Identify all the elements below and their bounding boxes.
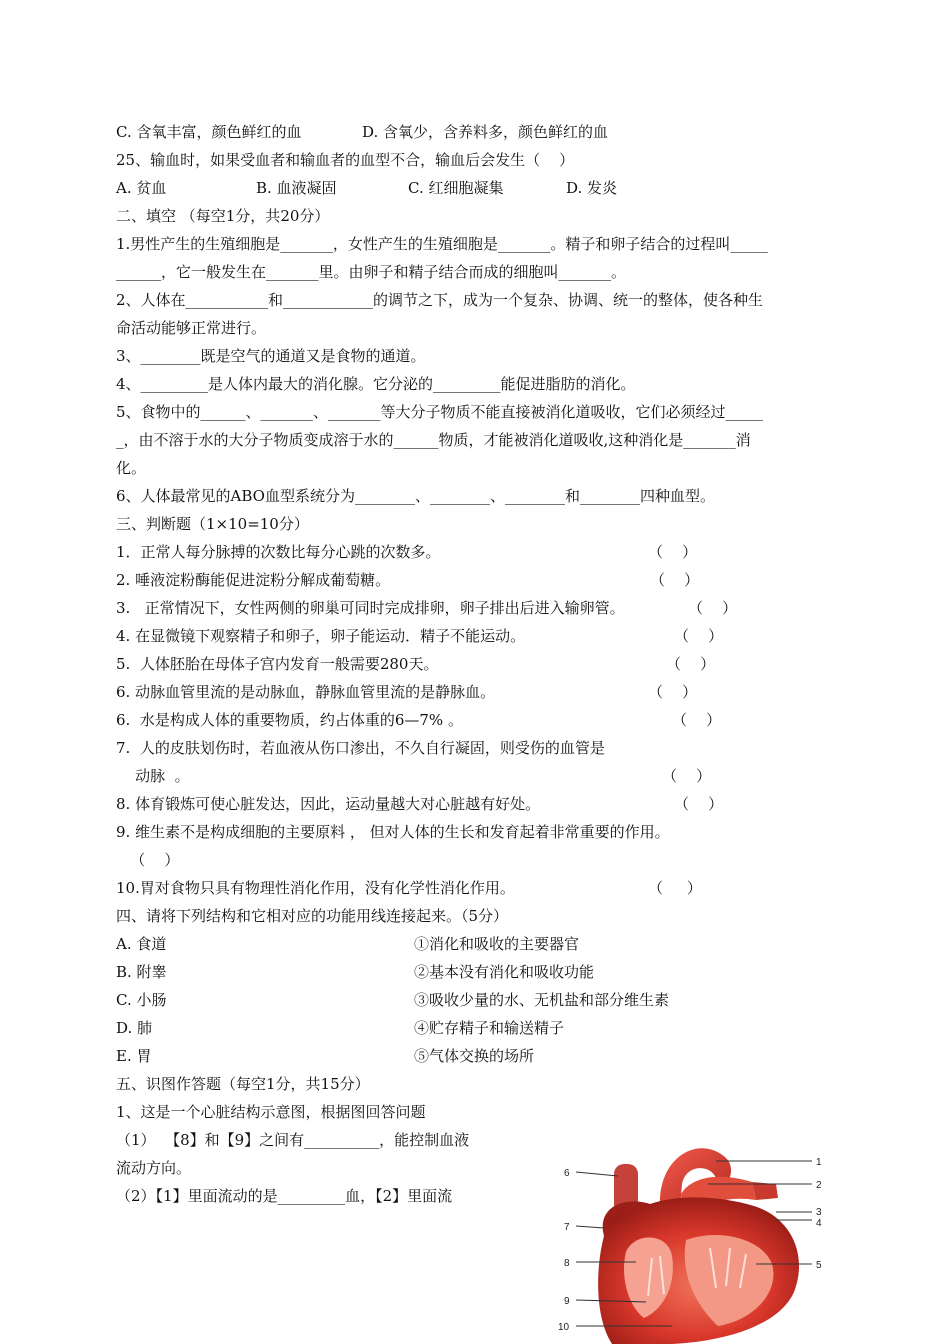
judge-bracket: （ ） (648, 683, 698, 701)
fill-line: 6、人体最常见的ABO血型系统分为________、________、________和________四种血型。 (116, 487, 715, 505)
fill-line: 4、_________是人体内最大的消化腺。它分泌的_________能促进脂肪的消化。 (116, 375, 636, 393)
fill-line: 化。 (116, 459, 147, 477)
heart-label-1: 1 (816, 1157, 822, 1168)
q25-stem: 25、输血时，如果受血者和输血者的血型不合，输血后会发生（ ） (116, 151, 575, 169)
q25-option-d: D. 发炎 (566, 179, 618, 197)
q24-option-c: C. 含氧丰富，颜色鲜红的血 (116, 123, 302, 141)
q25-option-b: B. 血液凝固 (256, 179, 337, 197)
judge-bracket: （ ） (650, 571, 700, 589)
heart-label-3: 3 (816, 1207, 822, 1218)
match-left-item: A. 食道 (116, 935, 167, 953)
judge-item: 8. 体育锻炼可使心脏发达，因此，运动量越大对心脏越有好处。 (116, 795, 541, 813)
fill-line: ______，它一般发生在_______里。由卵子和精子结合而成的细胞叫_______。 (116, 263, 627, 281)
fill-line: 命活动能够正常进行。 (116, 319, 267, 337)
judge-item: 6. 水是构成人体的重要物质，约占体重的6—7% 。 (116, 711, 463, 729)
judge-bracket: （ ） (666, 655, 716, 673)
q25-option-a: A. 贫血 (116, 179, 167, 197)
judge-item: 1．正常人每分脉搏的次数比每分心跳的次数多。 (116, 543, 441, 561)
q25-option-c: C. 红细胞凝集 (408, 179, 504, 197)
heart-diagram (540, 1136, 870, 1344)
judge-bracket: （ ） (688, 599, 738, 617)
section5-title: 五、识图作答题（每空1分，共15分） (116, 1075, 370, 1093)
judge-bracket: （ ） (662, 767, 712, 785)
judge-item: 7. 人的皮肤划伤时，若血液从伤口渗出，不久自行凝固，则受伤的血管是 (116, 739, 605, 757)
match-left-item: C. 小肠 (116, 991, 167, 1009)
judge-item: 2. 唾液淀粉酶能促进淀粉分解成葡萄糖。 (116, 571, 391, 589)
section3-title: 三、判断题（1×10=10分） (116, 515, 309, 533)
judge-item: 10.胃对食物只具有物理性消化作用，没有化学性消化作用。 (116, 879, 515, 897)
match-left-item: B. 附睾 (116, 963, 167, 981)
match-right-item: ①消化和吸收的主要器官 (414, 935, 580, 953)
heart-label-7: 7 (564, 1222, 570, 1233)
judge-item: 动脉 。 (116, 767, 190, 785)
fill-line: 2、人体在___________和____________的调节之下，成为一个复杂、协调、统一的整体，使各种生 (116, 291, 764, 309)
heart-label-10: 10 (558, 1322, 570, 1333)
heart-label-9: 9 (564, 1296, 570, 1307)
match-right-item: ⑤气体交换的场所 (414, 1047, 535, 1065)
section5-part-1b: 流动方向。 (116, 1159, 192, 1177)
match-left-item: D. 肺 (116, 1019, 153, 1037)
heart-label-2: 2 (816, 1180, 822, 1191)
section4-title: 四、请将下列结构和它相对应的功能用线连接起来。（5分） (116, 907, 509, 925)
fill-line: _，由不溶于水的大分子物质变成溶于水的______物质，才能被消化道吸收,这种消化是_______消 (116, 431, 751, 449)
judge-bracket: （ ） (674, 795, 724, 813)
match-right-item: ③吸收少量的水、无机盐和部分维生素 (414, 991, 670, 1009)
match-left-item: E. 胃 (116, 1047, 152, 1065)
match-right-item: ②基本没有消化和吸收功能 (414, 963, 595, 981)
judge-bracket: （ ） (648, 879, 702, 897)
judge-item: （ ） (116, 851, 180, 869)
judge-item: 3. 正常情况下，女性两侧的卵巢可同时完成排卵，卵子排出后进入输卵管。 (116, 599, 625, 617)
judge-item: 6. 动脉血管里流的是动脉血，静脉血管里流的是静脉血。 (116, 683, 496, 701)
heart-label-5: 5 (816, 1260, 822, 1271)
judge-item: 9. 维生素不是构成细胞的主要原料 ， 但对人体的生长和发育起着非常重要的作用。 (116, 823, 670, 841)
judge-item: 5. 人体胚胎在母体子宫内发育一般需要280天。 (116, 655, 439, 673)
fill-line: 3、________既是空气的通道又是食物的通道。 (116, 347, 426, 365)
heart-label-8: 8 (564, 1258, 570, 1269)
judge-bracket: （ ） (674, 627, 724, 645)
section5-question-1: 1、这是一个心脏结构示意图，根据图回答问题 (116, 1103, 426, 1121)
judge-bracket: （ ） (672, 711, 722, 729)
match-right-item: ④贮存精子和输送精子 (414, 1019, 565, 1037)
judge-bracket: （ ） (648, 543, 698, 561)
q24-option-d: D. 含氧少，含养料多，颜色鲜红的血 (362, 123, 609, 141)
fill-line: 1.男性产生的生殖细胞是_______，女性产生的生殖细胞是_______。精子和卵子结合的过程叫_____ (116, 235, 768, 253)
section5-part-2: （2）【1】里面流动的是_________血，【2】里面流 (116, 1187, 453, 1205)
heart-label-6: 6 (564, 1168, 570, 1179)
fill-line: 5、食物中的______、_______、_______等大分子物质不能直接被消化道吸收，它们必须经过_____ (116, 403, 764, 421)
section2-title: 二、填空 （每空1分，共20分） (116, 207, 330, 225)
section5-part-1a: （1） 【8】和【9】之间有__________，能控制血液 (116, 1131, 470, 1149)
judge-item: 4. 在显微镜下观察精子和卵子，卵子能运动．精子不能运动。 (116, 627, 526, 645)
heart-label-4: 4 (816, 1218, 822, 1229)
